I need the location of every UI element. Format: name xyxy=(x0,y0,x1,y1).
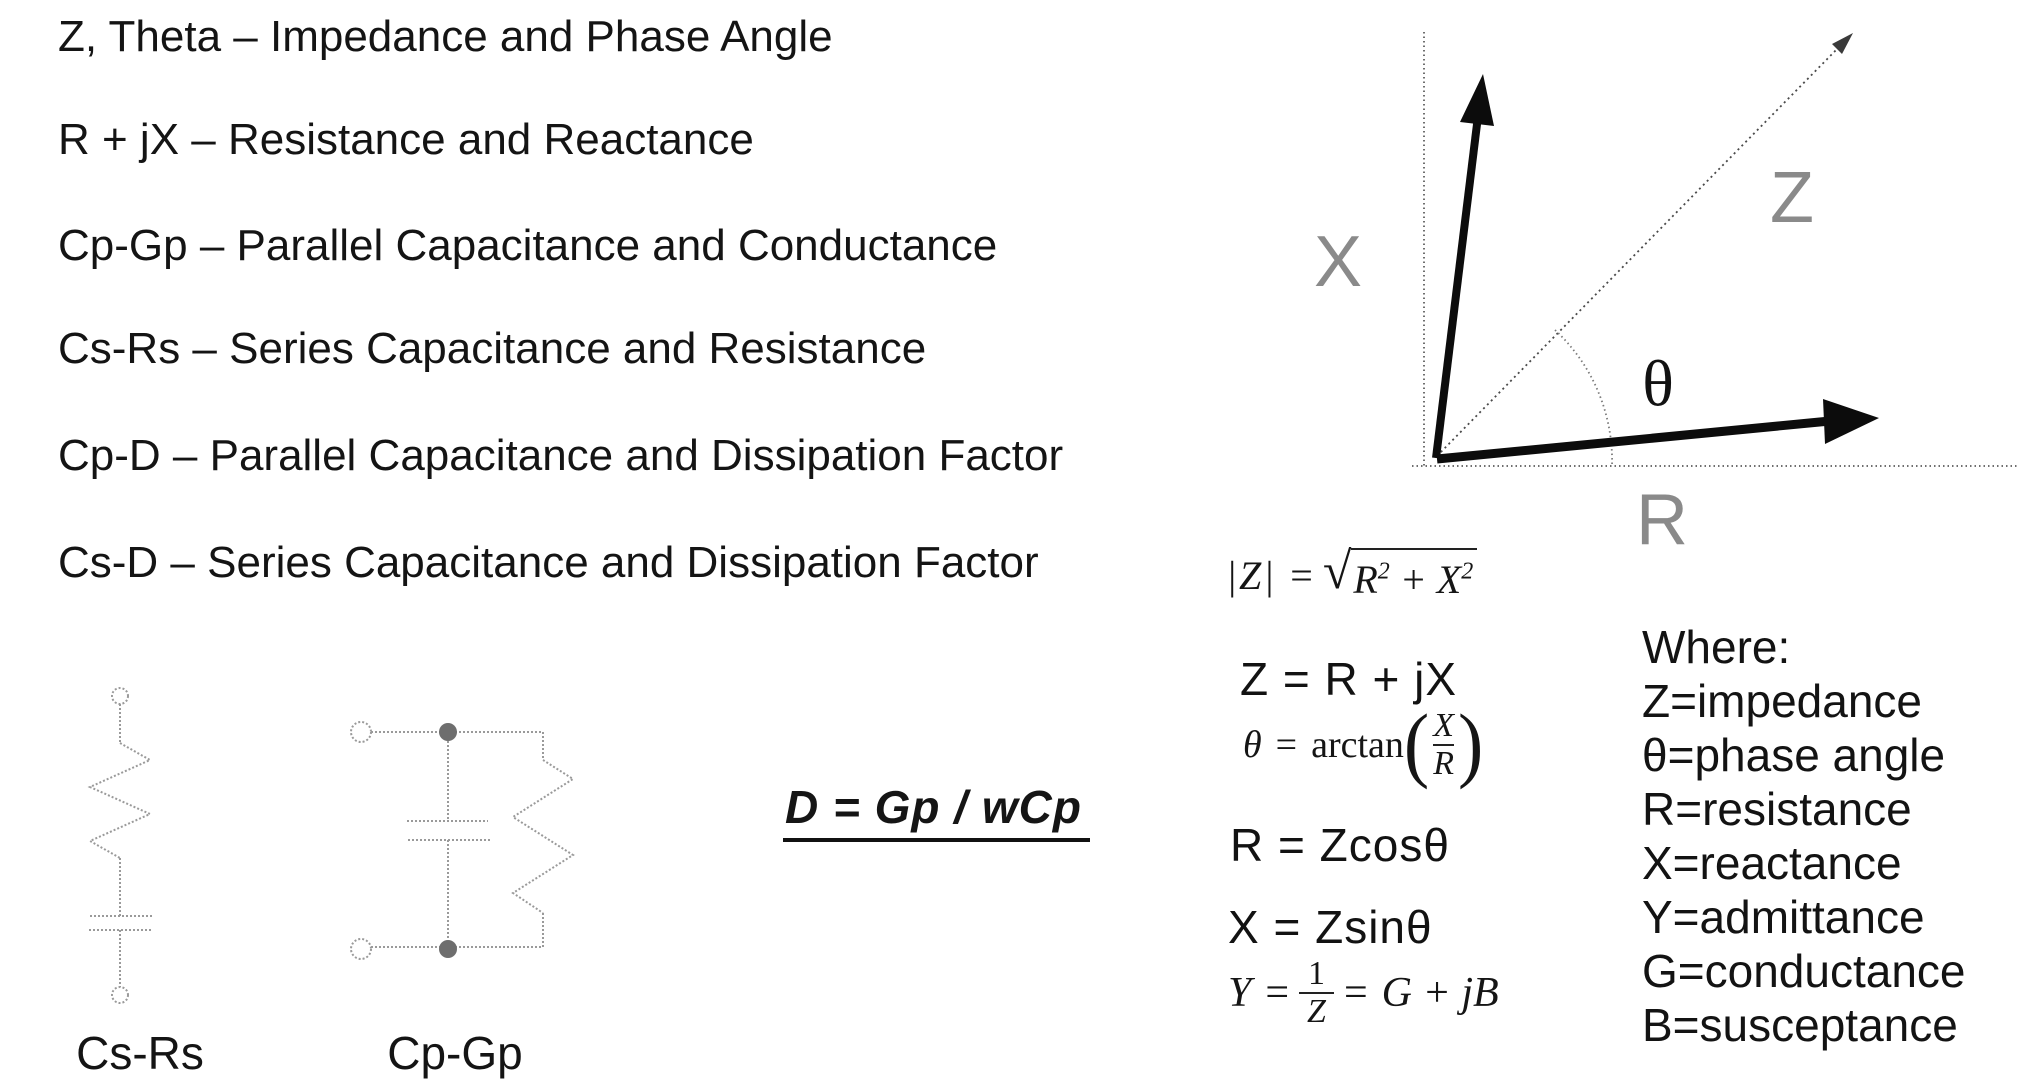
resistor-zigzag xyxy=(90,743,150,858)
bottom-junction-dot xyxy=(439,940,457,958)
top-junction-dot xyxy=(439,723,457,741)
open-paren: ( xyxy=(1403,698,1430,791)
x-vector-arrowhead xyxy=(1460,74,1494,126)
radical xyxy=(1322,543,1477,603)
equals-sign: = xyxy=(1275,723,1298,766)
where-item-reactance: X=reactance xyxy=(1642,837,1902,889)
parallel-circuit xyxy=(351,722,573,959)
z-vector-line xyxy=(1437,46,1840,456)
x-axis-label: X xyxy=(1313,222,1363,302)
impedance-vector-diagram xyxy=(1100,0,2025,560)
top-terminal xyxy=(112,688,128,704)
one-over-z-fraction xyxy=(1299,956,1334,1029)
where-header: Where: xyxy=(1642,621,1791,673)
exponent: 2 xyxy=(1461,558,1474,585)
g-jb-terms: G + jB xyxy=(1381,969,1499,1016)
fraction-numerator: X xyxy=(1433,707,1455,744)
equals-sign: = xyxy=(1265,969,1290,1016)
param-item-cs-d: Cs-D – Series Capacitance and Dissipation Factor xyxy=(58,538,1039,587)
exponent: 2 xyxy=(1377,558,1390,585)
r-axis-label: R xyxy=(1636,480,1688,560)
arctan-function: arctan xyxy=(1311,723,1404,766)
equals-sign: = xyxy=(1290,553,1313,598)
where-item-susceptance: B=susceptance xyxy=(1642,999,1958,1051)
bottom-terminal xyxy=(112,987,128,1003)
top-left-terminal xyxy=(351,722,371,742)
fraction-denominator: R xyxy=(1433,744,1455,782)
where-item-phase-angle: θ=phase angle xyxy=(1642,729,1946,781)
r-vector-arrowhead xyxy=(1823,399,1879,444)
series-circuit xyxy=(89,688,152,1003)
dissipation-factor-formula: D = Gp / wCp xyxy=(783,780,1090,842)
theta-label: θ xyxy=(1642,347,1674,421)
param-item-r-jx: R + jX – Resistance and Reactance xyxy=(58,115,754,164)
fraction-numerator: 1 xyxy=(1308,955,1325,992)
term-x: X xyxy=(1436,557,1462,602)
r-vector-arrow-shaft xyxy=(1437,421,1830,459)
resistor-zigzag xyxy=(513,760,573,913)
where-item-admittance: Y=admittance xyxy=(1642,891,1925,943)
where-item-impedance: Z=impedance xyxy=(1642,675,1922,727)
param-item-cp-d: Cp-D – Parallel Capacitance and Dissipation Factor xyxy=(58,431,1064,480)
plus-sign: + xyxy=(1399,557,1427,602)
theta-symbol: θ xyxy=(1243,723,1262,766)
param-item-cs-rs: Cs-Rs – Series Capacitance and Resistance xyxy=(58,324,927,373)
radical-sign: √ xyxy=(1322,543,1352,600)
param-item-z-theta: Z, Theta – Impedance and Phase Angle xyxy=(58,12,833,61)
admittance-formula xyxy=(1228,956,1499,1029)
equals-sign: = xyxy=(1343,969,1368,1016)
x-vector-arrow-shaft xyxy=(1436,116,1478,458)
where-item-resistance: R=resistance xyxy=(1642,783,1912,835)
where-legend xyxy=(1642,620,1966,1052)
bottom-left-terminal xyxy=(351,939,371,959)
fraction-denominator: Z xyxy=(1299,992,1334,1030)
x-over-r-fraction xyxy=(1429,708,1458,781)
r-component-formula: R = Zcosθ xyxy=(1230,819,1450,871)
z-magnitude-formula xyxy=(1226,543,1477,603)
z-magnitude-lhs: |Z| xyxy=(1226,553,1277,598)
x-component-formula: X = Zsinθ xyxy=(1228,901,1433,953)
radicand xyxy=(1351,548,1477,603)
series-circuit-label: Cs-Rs xyxy=(76,1027,204,1079)
equivalent-circuits xyxy=(40,660,600,1088)
z-vector-label: Z xyxy=(1770,158,1814,238)
theta-formula xyxy=(1243,698,1484,791)
close-paren: ) xyxy=(1458,698,1484,791)
where-item-conductance: G=conductance xyxy=(1642,945,1966,997)
parallel-circuit-label: Cp-Gp xyxy=(387,1027,523,1079)
y-symbol: Y xyxy=(1228,969,1252,1016)
term-r: R xyxy=(1353,557,1378,602)
z-rectangular-formula: Z = R + jX xyxy=(1240,653,1458,705)
param-item-cp-gp: Cp-Gp – Parallel Capacitance and Conductance xyxy=(58,221,998,270)
